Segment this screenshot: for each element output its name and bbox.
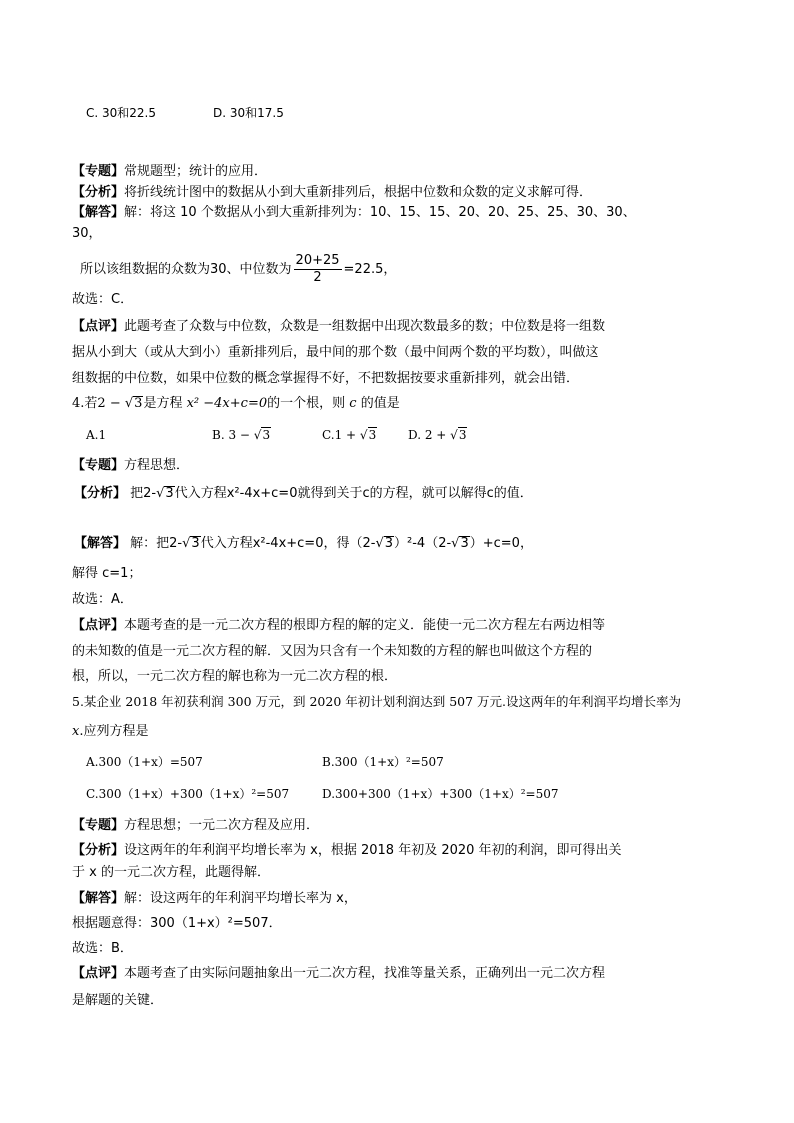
q4-dianping — [72, 616, 605, 636]
q5-fenxi-line2: 于 x 的一元二次方程，此题得解． — [72, 865, 270, 880]
q5-jieda-line2: 根据题意得：300（1+x）²=507． — [72, 916, 282, 931]
jieda-text: 解：设这两年的年利润平均增长率为 x， — [124, 891, 357, 906]
sqrt-3: 3 — [368, 428, 377, 442]
q3-option-c: C. 30和22.5 — [86, 106, 156, 120]
option-value: 2 + — [424, 428, 447, 442]
q5-answer: 故选：B． — [72, 941, 133, 956]
q4-stem-mid: 是方程 — [143, 396, 183, 411]
dianping-text: 此题考查了众数与中位数，众数是一组数据中出现次数最多的数；中位数是将一组数 — [124, 319, 606, 334]
sqrt-3: 3 — [384, 536, 394, 551]
fenxi-text: 将折线统计图中的数据从小到大重新排列后，根据中位数和众数的定义求解可得． — [124, 185, 593, 200]
q5-option-a: A.300（1+x）=507 — [86, 755, 203, 769]
q5-dianping — [72, 964, 605, 984]
sqrt-3: 3 — [134, 396, 143, 411]
dianping-tag: 【点评】 — [72, 966, 125, 981]
sqrt-3: 3 — [191, 536, 200, 551]
q3-answer: 故选：C． — [72, 292, 134, 307]
fenxi-pre: 把2- — [130, 486, 157, 501]
q3-option-d: D. 30和17.5 — [213, 106, 284, 120]
zhuanti-text: 方程思想；一元二次方程及应用． — [124, 818, 320, 833]
zhuanti-text: 常规题型；统计的应用． — [124, 164, 268, 179]
q5-stem-end: .应列方程是 — [79, 724, 149, 739]
q3-jieda-line2: 30， — [72, 226, 102, 241]
dianping-tag: 【点评】 — [72, 319, 125, 334]
q4-option-b: B. 3 − √3 — [212, 428, 271, 442]
jieda-mid: 代入方程x²-4x+c=0，得（2- — [200, 536, 376, 551]
q4-root-int: 2 — [97, 396, 106, 411]
fraction-numerator: 20+25 — [295, 253, 340, 268]
jieda-text: 解：将这 10 个数据从小到大重新排列为：10、15、15、20、20、25、25、30、30、 — [124, 205, 636, 220]
q3-zhuanti — [72, 162, 267, 182]
dianping-tag: 【点评】 — [72, 618, 125, 633]
q4-dianping-line3: 根，所以，一元二次方程的解也称为一元二次方程的根． — [72, 669, 398, 684]
q5-stem-line2 — [72, 722, 148, 742]
q4-equation: x² −4x+c=0 — [186, 396, 268, 411]
q4-number: 4.若 — [72, 396, 98, 411]
sqrt-3: 3 — [165, 486, 174, 501]
jieda-post: ）+c=0， — [469, 536, 533, 551]
q5-dianping-line2: 是解题的关键． — [72, 993, 164, 1008]
q3-fenxi — [72, 183, 592, 203]
q4-stem: 4.若2 − √3是方程 x² −4x+c=0的一个根，则 c 的值是 — [72, 396, 400, 411]
q5-option-c: C.300（1+x）+300（1+x）²=507 — [86, 787, 290, 801]
zhuanti-tag: 【专题】 — [72, 458, 125, 473]
option-value: 1 + — [334, 428, 357, 442]
q4-option-a: A.1 — [86, 428, 107, 442]
q3-median-result: =22.5， — [343, 262, 397, 277]
q4-jieda: 【解答】 解：把2-√3代入方程x²-4x+c=0，得（2-√3）²-4（2-√3）+c=0， — [74, 536, 533, 551]
q3-dianping-line2: 据从小到大（或从大到小）重新排列后，最中间的那个数（最中间两个数的平均数），叫做这 — [72, 345, 599, 360]
sqrt-3: 3 — [458, 428, 467, 442]
q3-dianping-line3: 组数据的中位数，如果中位数的概念掌握得不好，不把数据按要求重新排列，就会出错． — [72, 371, 580, 386]
jieda-tag: 【解答】 — [72, 205, 125, 220]
q4-var-c: c — [349, 396, 357, 411]
q5-stem: 5.某企业 2018 年初获利润 300 万元，到 2020 年初计划利润达到 507 万元.设这两年的年利润平均增长率为 — [72, 694, 682, 709]
q4-result: 解得 c=1； — [72, 566, 142, 581]
fraction-denominator: 2 — [313, 270, 322, 285]
q4-dianping-line2: 的未知数的值是一元二次方程的解．又因为只含有一个未知数的方程的解也叫做这个方程的 — [72, 644, 593, 659]
dianping-text: 本题考查了由实际问题抽象出一元二次方程，找准等量关系，正确列出一元二次方程 — [124, 966, 606, 981]
jieda-pre: 解：把2- — [130, 536, 183, 551]
q3-jieda-line3 — [80, 253, 396, 286]
fenxi-text: 设这两年的年利润平均增长率为 x，根据 2018 年初及 2020 年初的利润，即可得出关 — [124, 843, 622, 858]
fraction — [294, 253, 342, 286]
q5-fenxi — [72, 841, 622, 861]
q4-stem-post: 的一个根，则 — [267, 396, 346, 411]
zhuanti-text: 方程思想． — [124, 458, 190, 473]
jieda-tag: 【解答】 — [72, 891, 125, 906]
q4-zhuanti — [72, 456, 189, 476]
q4-option-c: C.1 + √3 — [322, 428, 377, 442]
fenxi-tag: 【分析】 — [72, 843, 125, 858]
dianping-text: 本题考查的是一元二次方程的根即方程的解的定义．能使一元二次方程左右两边相等 — [124, 618, 606, 633]
sqrt-3: 3 — [262, 428, 271, 442]
zhuanti-tag: 【专题】 — [72, 164, 125, 179]
q4-fenxi: 【分析】 把2-√3代入方程x²-4x+c=0就得到关于c的方程，就可以解得c的值． — [74, 486, 533, 501]
q4-option-d: D. 2 + √3 — [408, 428, 467, 442]
jieda-tag: 【解答】 — [74, 536, 127, 551]
jieda-mid2: ）²-4（2- — [394, 536, 452, 551]
q5-option-d: D.300+300（1+x）+300（1+x）²=507 — [322, 787, 559, 801]
q5-jieda — [72, 889, 357, 909]
q5-var-x: x — [72, 724, 80, 739]
q3-jieda — [72, 203, 636, 223]
option-value: 3 − — [228, 428, 250, 442]
q3-median-text: 所以该组数据的众数为30、中位数为 — [80, 262, 292, 277]
sqrt-3: 3 — [460, 536, 469, 551]
option-label: B. — [212, 428, 225, 442]
q5-option-b: B.300（1+x）²=507 — [322, 755, 444, 769]
q3-dianping — [72, 317, 605, 337]
zhuanti-tag: 【专题】 — [72, 818, 125, 833]
fenxi-tag: 【分析】 — [72, 185, 125, 200]
option-label: C. — [322, 428, 335, 442]
q5-zhuanti — [72, 816, 319, 836]
option-label: D. — [408, 428, 422, 442]
fenxi-tag: 【分析】 — [74, 486, 127, 501]
q4-stem-end: 的值是 — [360, 396, 400, 411]
fenxi-text: 代入方程x²-4x+c=0就得到关于c的方程，就可以解得c的值． — [174, 486, 533, 501]
minus-sign: − — [109, 396, 121, 411]
q4-answer: 故选：A． — [72, 592, 133, 607]
